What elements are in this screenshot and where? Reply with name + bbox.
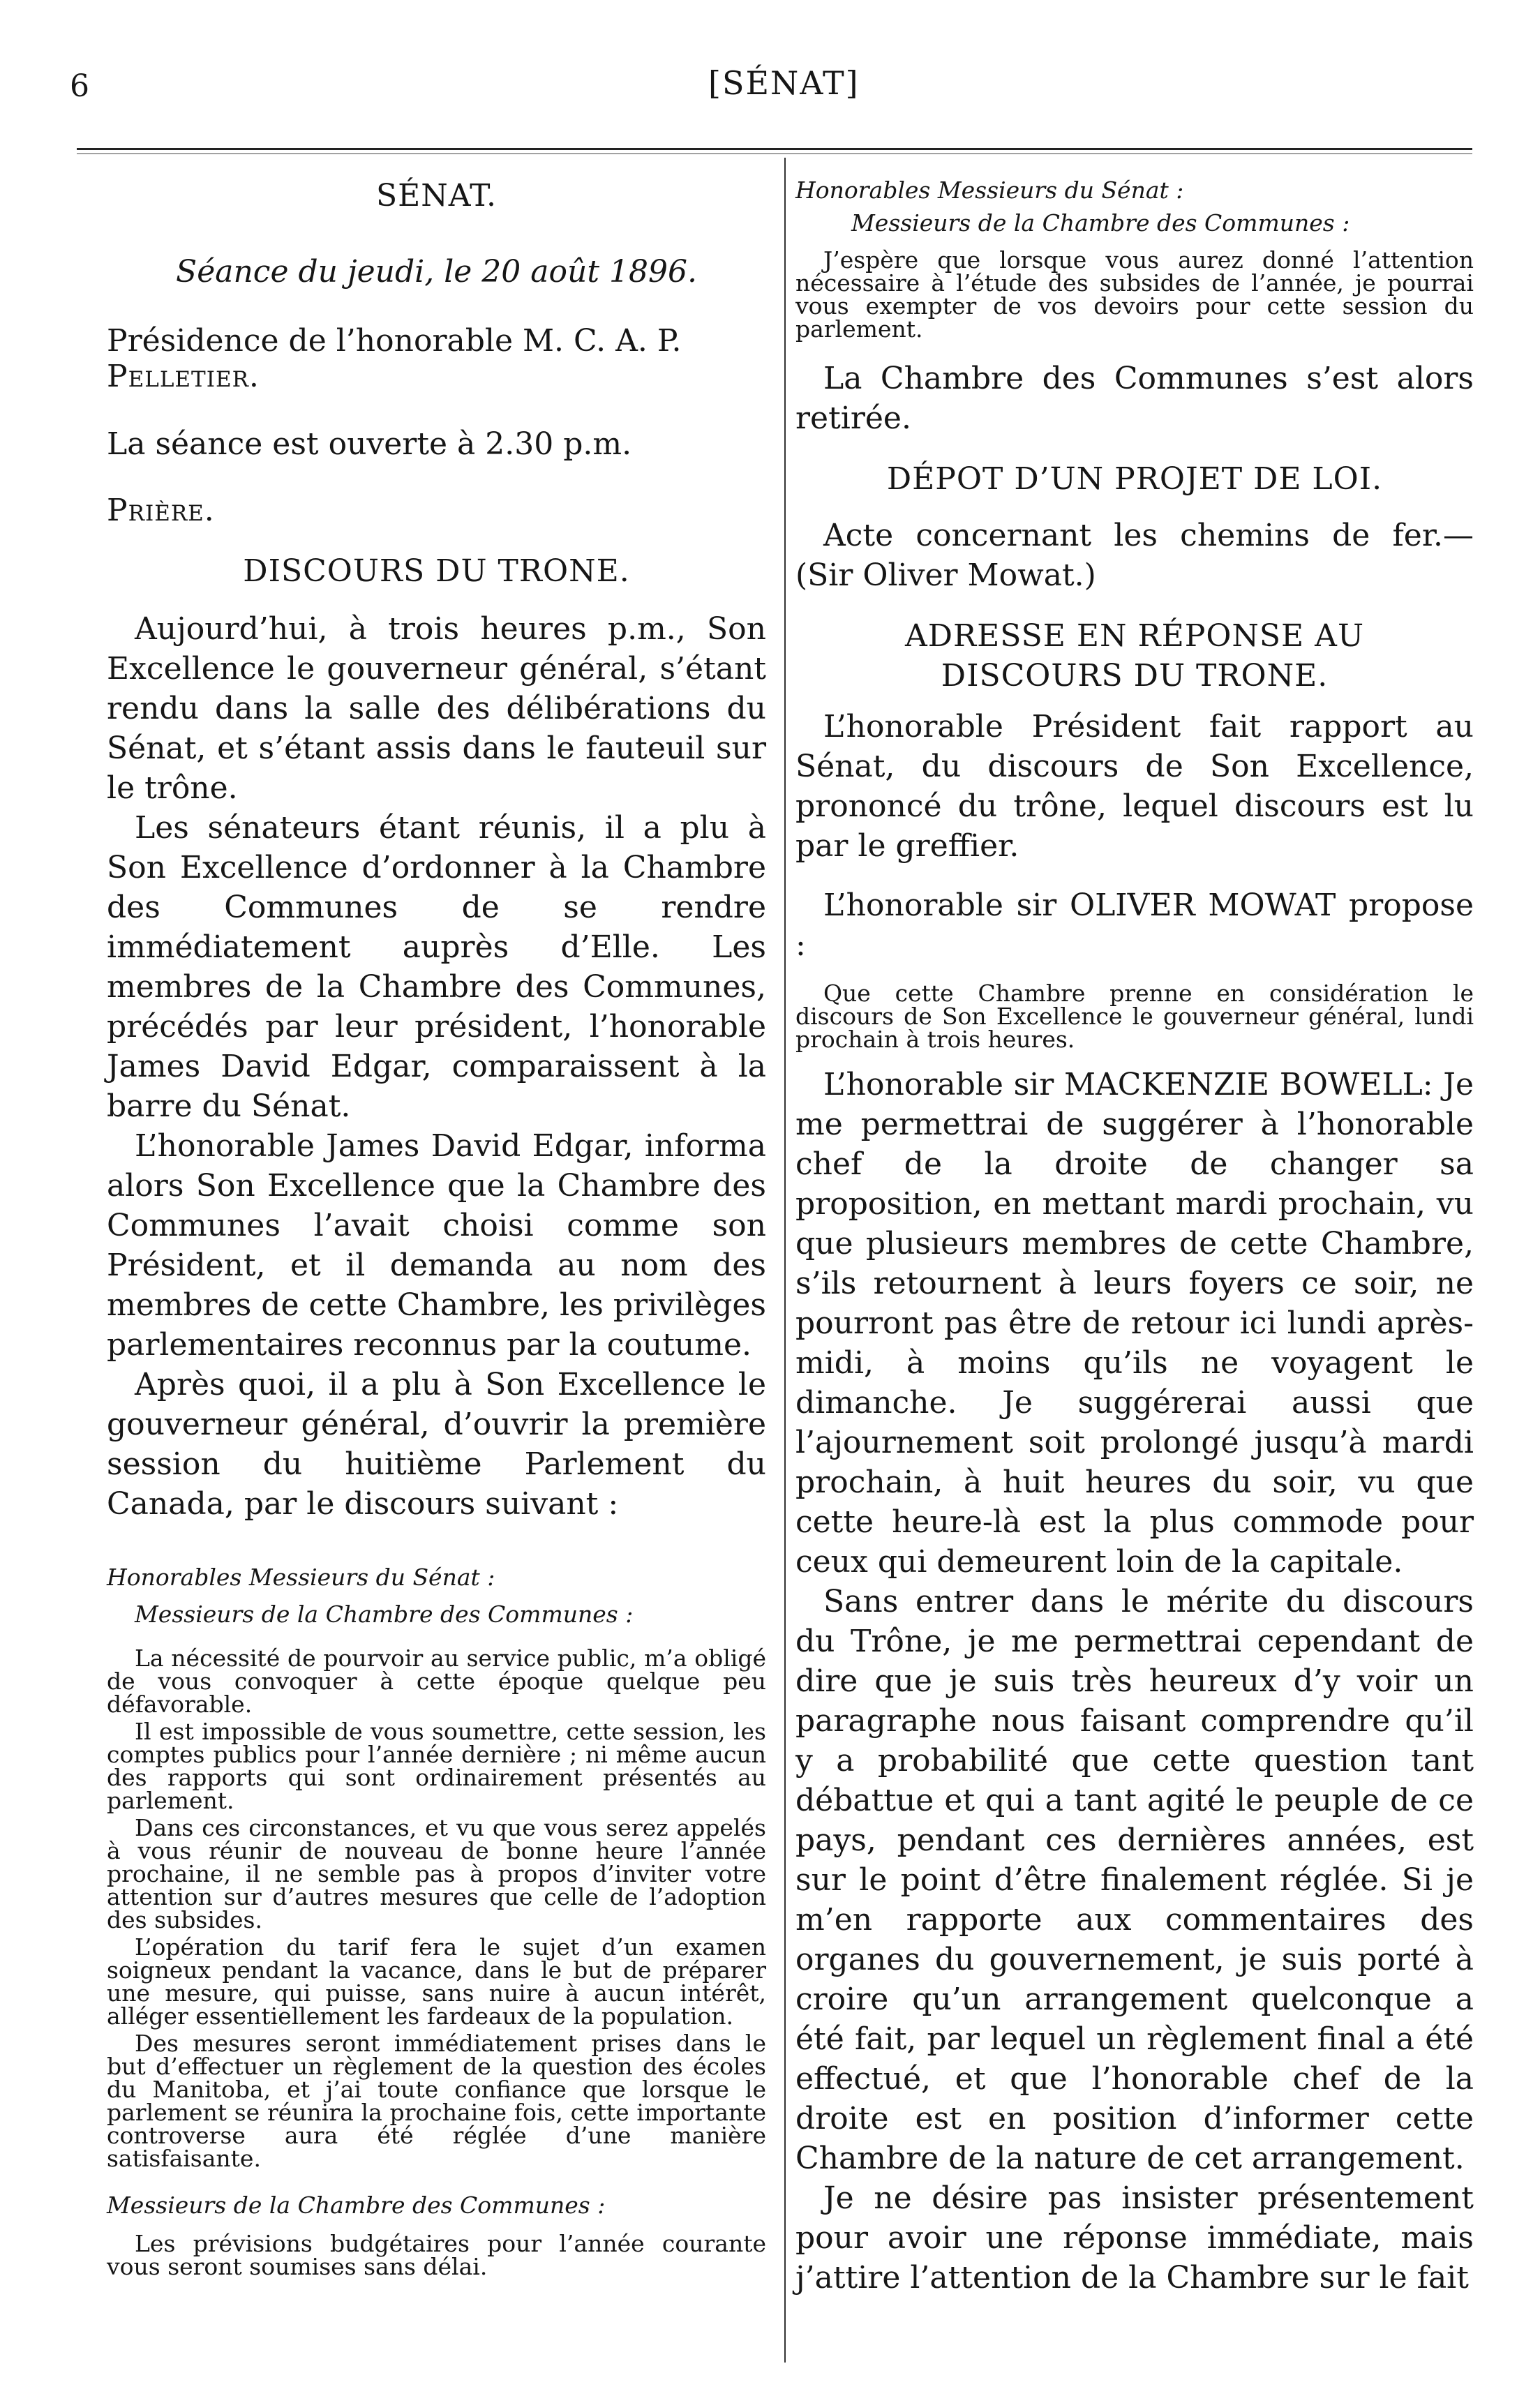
header-rule (77, 148, 1472, 150)
speech-salutation: Honorables Messieurs du Sénat : (795, 177, 1184, 204)
bowell-speech: L’honorable sir MACKENZIE BOWELL: Je me permettrai de suggérer à l’honorable chef de la droite de changer sa proposition, en mettant mardi prochain, vu que plusieurs membres de cette Chambre, s’ils retournent à leurs foyers ce soir, ne pourront pas être de retour ici lundi après-midi, à moins qu’ils ne voyagent le dimanche. Je suggérerai aussi que l’ajournement soit prolongé jusqu’à mardi prochain, à huit heures du soir, vu que cette heure-là est la plus commode pour ceux qui demeurent loin de la capitale. (795, 1067, 1474, 1580)
bill-introduction: Acte concernant les chemins de fer.— (Sir Oliver Mowat.) (795, 518, 1474, 593)
report-paragraph: L’honorable Président fait rapport au Sénat, du discours de Son Excellence, prononcé du trône, lequel discours est lu par le greffier. (795, 709, 1474, 864)
section-heading-address-line-2: DISCOURS DU TRONE. (941, 658, 1329, 694)
presidency-line: Présidence de l’honorable M. C. A. P. (107, 323, 682, 359)
page-number: 6 (70, 68, 89, 104)
left-column (107, 167, 766, 2278)
speech-salutation: Messieurs de la Chambre des Communes : (851, 209, 1350, 237)
paragraph: Après quoi, il a plu à Son Excellence le gouverneur général, d’ouvrir la première session du huitième Parlement du Canada, par le discours suivant : (107, 1367, 766, 1522)
speech-paragraph: Des mesures seront immédiatement prises dans le but d’effectuer un règlement de la question des écoles du Manitoba, et j’ai toute confiance que lorsque le parlement se réunira la prochaine fois, cette importante controverse aura été réglée d’une manière satisfaisante. (107, 2030, 766, 2172)
session-date: Séance du jeudi, le 20 août 1896. (176, 254, 697, 290)
paragraph: Aujourd’hui, à trois heures p.m., Son Excellence le gouverneur général, s’étant rendu dans la salle des délibérations du Sénat, et s’étant assis dans le fauteuil sur le trône. (107, 611, 766, 806)
opening-time: La séance est ouverte à 2.30 p.m. (107, 426, 632, 462)
paragraph: L’honorable James David Edgar, informa alors Son Excellence que la Chambre des Communes l’avait choisi comme son Président, et il demanda au nom des membres de cette Chambre, les privilèges parlementaires reconnus par la coutume. (107, 1128, 766, 1363)
speech-paragraph: Dans ces circonstances, et vu que vous serez appelés à vous réunir de nouveau de bonne heure l’année prochaine, il ne semble pas à propos d’inviter votre attention sur d’autres mesures que celle de l’adoption des subsides. (107, 1814, 766, 1933)
speech-salutation: Messieurs de la Chambre des Communes : (135, 1601, 634, 1628)
speech-paragraph: L’opération du tarif fera le sujet d’un examen soigneux pendant la vacance, dans le but de préparer une mesure, qui puisse, sans nuire à aucun intérêt, alléger essentiellement les fardeaux de la population. (107, 1933, 766, 2030)
speech-paragraph: La nécessité de pourvoir au service public, m’a obligé de vous convoquer à cette époque quelque peu défavorable. (107, 1645, 766, 1718)
paragraph: Les sénateurs étant réunis, il a plu à Son Excellence d’ordonner à la Chambre des Communes de se rendre immédiatement auprès d’Elle. Les membres de la Chambre des Communes, précédés par leur président, l’honorable James David Edgar, comparaissent à la barre du Sénat. (107, 810, 766, 1124)
speech-salutation: Honorables Messieurs du Sénat : (107, 1564, 495, 1591)
presidency-name: Pelletier. (107, 359, 260, 394)
speech-paragraph: Les prévisions budgétaires pour l’année courante vous seront soumises sans délai. (107, 2230, 766, 2280)
section-heading-throne-speech: DISCOURS DU TRONE. (243, 553, 630, 589)
commons-withdrawal: La Chambre des Communes s’est alors retirée. (795, 361, 1474, 436)
speech-salutation: Messieurs de la Chambre des Communes : (107, 2192, 606, 2219)
motion-text: Que cette Chambre prenne en considération le discours de Son Excellence le gouverneur général, lundi prochain à trois heures. (795, 980, 1474, 1053)
speech-paragraph: J’espère que lorsque vous aurez donné l’attention nécessaire à l’étude des subsides de l’année, je pourrai vous exempter de vos devoirs pour cette session du parlement. (795, 246, 1474, 343)
mowat-motion-intro: L’honorable sir OLIVER MOWAT propose : (795, 888, 1474, 963)
prayer: Prière. (107, 493, 215, 528)
bowell-speech-paragraph: Je ne désire pas insister présentement pour avoir une réponse immédiate, mais j’attire l’attention de la Chambre sur le fait (795, 2180, 1474, 2296)
section-heading-address: ADRESSE EN RÉPONSE AU (904, 618, 1365, 654)
section-heading-bill: DÉPOT D’UN PROJET DE LOI. (886, 461, 1383, 497)
senate-heading: SÉNAT. (376, 178, 497, 214)
right-column (795, 167, 1474, 2298)
speech-paragraph: Il est impossible de vous soumettre, cette session, les comptes publics pour l’année dernière ; ni même aucun des rapports qui sont ordinairement présentés au parlement. (107, 1718, 766, 1814)
column-separator (784, 158, 786, 2363)
bowell-speech-paragraph: Sans entrer dans le mérite du discours du Trône, je me permettrai cependant de dire que je suis très heureux d’y voir un paragraphe nous faisant comprendre qu’il y a probabilité que cette question tant débattue et qui a tant agité le peuple de ce pays, pendant ces dernières années, est sur le point d’être finalement réglée. Si je m’en rapporte aux commentaires des organes du gouvernement, je suis porté à croire qu’un arrangement quelconque a été fait, par lequel un règlement final a été effectué, et que l’honorable chef de la droite est en position d’informer cette Chambre de la nature de cet arrangement. (795, 1584, 1474, 2176)
running-title: [SÉNAT] (708, 64, 860, 102)
